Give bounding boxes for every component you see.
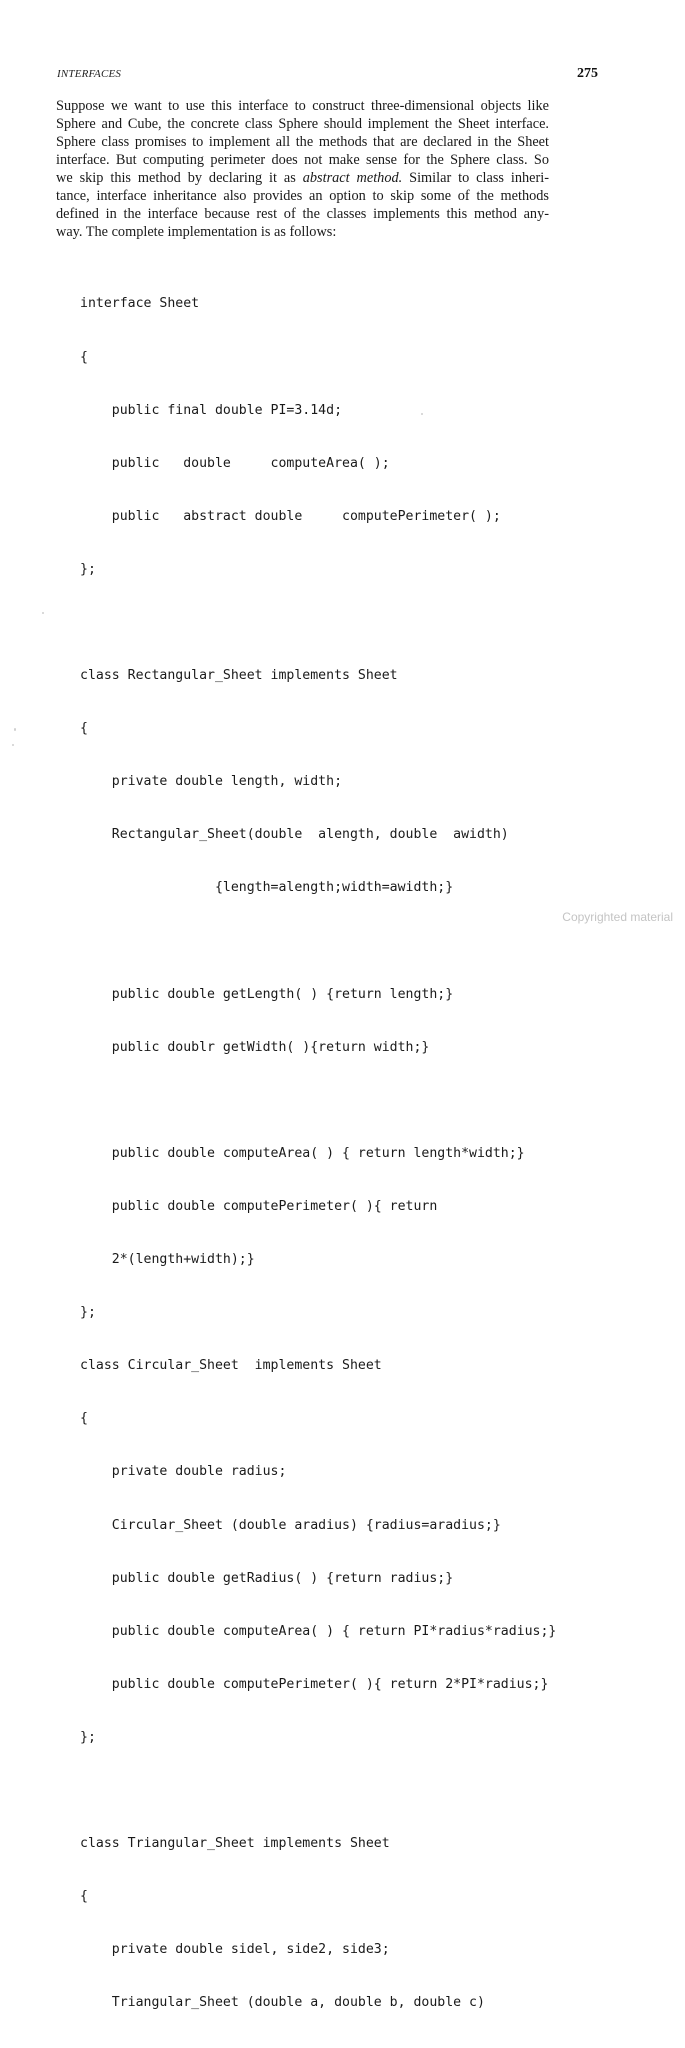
code-line: }; (80, 1729, 96, 1745)
intro-line: tance, interface inheritance also provides an option to skip some of the methods (56, 188, 549, 204)
code-line: public double computeArea( ); (80, 455, 390, 471)
intro-line-tail: Similar to class inheri- (402, 170, 549, 186)
copyright-watermark: Copyrighted material (562, 910, 673, 924)
code-line: public double computePerimeter( ){ return (80, 1199, 438, 1214)
code-line: private double length, width; (80, 774, 343, 790)
code-line: public double getLength( ) {return length;} (80, 986, 454, 1002)
code-line: { (80, 1889, 88, 1905)
scan-speck (14, 728, 16, 731)
code-line: public double computeArea( ) { return length*width;} (80, 1145, 525, 1161)
code-line: public abstract double computePerimeter( ); (80, 508, 501, 524)
intro-line: defined in the interface because rest of the classes implements this method any- (56, 206, 549, 222)
code-line (80, 1782, 556, 1800)
code-line: Triangular_Sheet (double a, double b, double c) (80, 1995, 485, 2011)
page-number: 275 (577, 66, 598, 81)
code-line: {length=alength;width=awidth;} (80, 880, 454, 896)
code-line: Rectangular_Sheet(double alength, double awidth) (80, 827, 509, 843)
code-line (80, 1092, 556, 1110)
intro-line-with-emphasis (56, 169, 549, 187)
code-line: { (80, 721, 88, 737)
scan-speck (12, 744, 14, 746)
code-line: class Circular_Sheet implements Sheet (80, 1358, 382, 1374)
code-line: interface Sheet (80, 296, 200, 312)
code-line: public doublr getWidth( ){return width;} (80, 1039, 430, 1055)
intro-line: way. The complete implementation is as follows: (56, 224, 337, 240)
running-head: INTERFACES (57, 68, 122, 80)
code-line (80, 933, 556, 951)
intro-line: Suppose we want to use this interface to construct three-dimensional objects like (56, 98, 549, 114)
code-line: { (80, 349, 88, 365)
code-line: class Rectangular_Sheet implements Sheet (80, 668, 398, 684)
code-line: public double getRadius( ) {return radius;} (80, 1570, 454, 1586)
code-line (80, 614, 556, 632)
code-line: private double sidel, side2, side3; (80, 1942, 390, 1958)
code-line: class Triangular_Sheet implements Sheet (80, 1836, 390, 1852)
intro-line: interface. But computing perimeter does not make sense for the Sphere class. So (56, 152, 549, 168)
code-line: public double computeArea( ) { return PI*radius*radius;} (80, 1623, 557, 1639)
code-line: private double radius; (80, 1464, 287, 1480)
intro-line-lead: we skip this method by declaring it as (56, 170, 303, 186)
code-line: Circular_Sheet (double aradius) {radius=aradius;} (80, 1517, 501, 1533)
intro-line: Sphere and Cube, the concrete class Sphere should implement the Sheet interface. (56, 116, 549, 132)
scan-speck (421, 413, 423, 415)
code-line: { (80, 1411, 88, 1427)
code-line: }; (80, 1305, 96, 1321)
intro-paragraph (56, 97, 549, 241)
code-line: 2*(length+width);} (80, 1252, 255, 1268)
intro-line: Sphere class promises to implement all the methods that are declared in the Sheet (56, 134, 549, 150)
code-line: public final double PI=3.14d; (80, 402, 343, 418)
scan-speck (42, 612, 44, 614)
code-listing (80, 260, 556, 2048)
code-line: public double computePerimeter( ){ return 2*PI*radius;} (80, 1676, 549, 1692)
code-line: }; (80, 561, 96, 577)
emphasis-abstract-method: abstract method. (302, 170, 403, 186)
